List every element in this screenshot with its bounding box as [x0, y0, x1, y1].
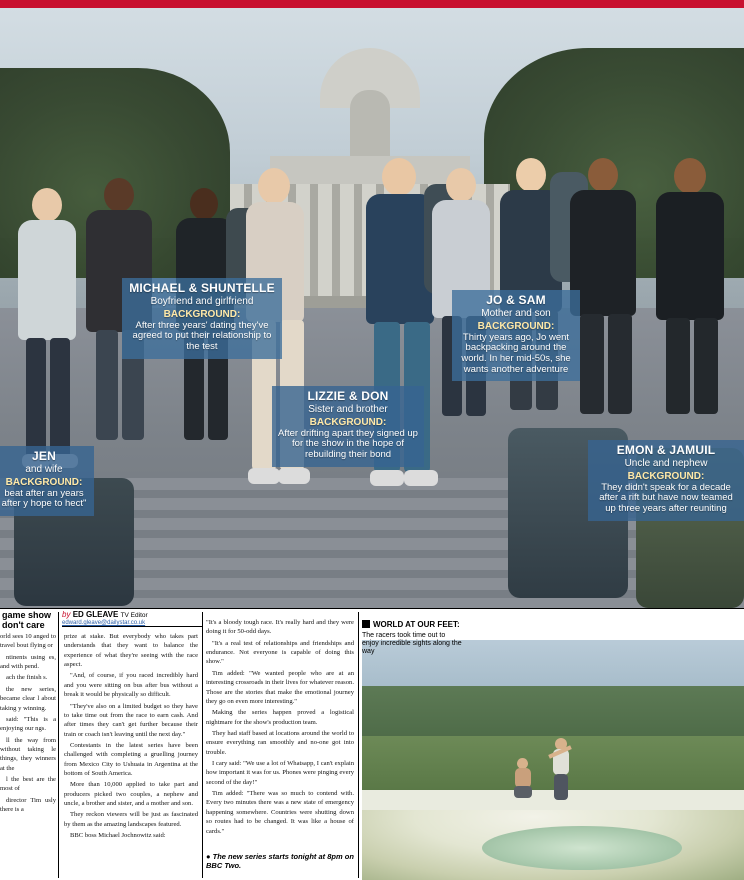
byline-rule	[62, 626, 202, 627]
byline-author: ED GLEAVE	[72, 610, 119, 619]
byline-role: TV Editor	[120, 612, 148, 619]
caption-relationship: Sister and brother	[308, 404, 388, 416]
caption-michael-shuntelle	[122, 278, 282, 359]
paragraph: ach the finish s.	[6, 674, 48, 682]
caption-jen	[0, 446, 94, 516]
byline	[62, 610, 202, 626]
paragraph: They reckon viewers will be just as fascinated by them as the amazing landscapes featured.	[64, 811, 198, 828]
article-column-3	[206, 618, 354, 848]
secondary-photo	[362, 640, 744, 880]
paragraph: Tim added: "We wanted people who are at an interesting crossroads in their lives for whatever reason. Those are the stories that make the emotional journey they go on even more interesting."	[206, 669, 354, 705]
monument-statue	[350, 90, 390, 160]
paragraph: orld sees 10 anged to travel bout flying or	[0, 633, 56, 650]
column-divider-1	[58, 612, 59, 878]
paragraph: I cary said: "We use a lot of Whatsapp, I can't explain how important it was for us. Phones were pinging every second of the day!"	[206, 760, 354, 786]
caption-relationship: and wife	[25, 464, 63, 476]
caption-background-label: BACKGROUND:	[309, 416, 387, 428]
secondary-photo-caption	[362, 620, 462, 657]
caption-background-label: BACKGROUND:	[627, 470, 705, 482]
caption-name: LIZZIE & DON	[307, 389, 389, 403]
caption-relationship: Uncle and nephew	[624, 458, 708, 470]
paragraph: "It's a bloody tough race. It's really hard and they were doing it for 50-odd days.	[206, 619, 354, 636]
paragraph: the new series, became clear l about taking y winning.	[0, 685, 56, 712]
paragraph: ntinents using es, and with pend.	[0, 653, 56, 671]
caption-name: JEN	[32, 449, 56, 463]
article-column-2	[64, 632, 198, 876]
caption-description: They didn't speak for a decade after a rift but have now teamed up three years after reuniting	[599, 481, 733, 515]
footnote-text: The new series starts tonight at 8pm on BBC Two.	[206, 852, 354, 870]
caption-description: After three years' dating they've agreed to put their relationship to the test	[132, 319, 272, 353]
paragraph: ll the way from without taking le things, they winners at the	[0, 736, 56, 772]
caption-name: EMON & JAMUIL	[616, 443, 716, 457]
caption-emon-jamuil	[588, 440, 744, 521]
column-divider-3	[358, 612, 359, 878]
caption-name: JO & SAM	[486, 293, 546, 307]
caption-name: MICHAEL & SHUNTELLE	[129, 281, 275, 295]
bullet-icon: ●	[206, 852, 211, 861]
column-divider-2	[202, 612, 203, 878]
contestant-jamuil	[648, 158, 738, 458]
article-column-1	[0, 632, 56, 876]
paragraph: More than 10,000 applied to take part and producers picked two couples, a nephew and uncle, a brother and sister, and a mother and son.	[64, 781, 198, 808]
paragraph: "They've also on a limited budget so they have to take time out from the race to earn cash. And after times they can't get further because their train or coach isn't leaving until the next day."	[64, 702, 198, 738]
byline-by: by	[62, 610, 71, 619]
caption-relationship: Mother and son	[481, 308, 551, 320]
paragraph: "It's a real test of relationships and friendships and endurance. Not everyone is capable of doing this show."	[206, 639, 354, 666]
caption-background-label: BACKGROUND:	[5, 476, 83, 488]
paragraph: l the best are the most of	[0, 776, 56, 793]
paragraph: They had staff based at locations around the world to ensure everything ran smoothly and no-one got into trouble.	[206, 729, 354, 756]
caption-jo-sam	[452, 290, 580, 381]
square-bullet-icon	[362, 620, 370, 628]
paragraph: "And, of course, if you raced incredibly hard and you were sitting on bus after bus without a break it would be physically so difficult.	[64, 672, 198, 699]
paragraph: director Tim usly there is a	[0, 796, 56, 814]
caption-title: WORLD AT OUR FEET:	[373, 620, 460, 629]
caption-relationship: Boyfriend and girlfriend	[150, 296, 254, 308]
paragraph: Making the series happen proved a logistical nightmare for the show's production team.	[206, 709, 354, 726]
caption-background-label: BACKGROUND:	[163, 308, 241, 320]
paragraph: said: "This is a enjoying our ngs.	[0, 715, 56, 733]
byline-email[interactable]: edward.gleave@dailystar.co.uk	[62, 620, 146, 626]
caption-lizzie-don	[272, 386, 424, 467]
paragraph: Tim added: "There was so much to contend with. Every two minutes there was a new state of emergency happening somewhere. Countries were shutting down so routes had to be changed. It was like a house of cards."	[206, 790, 354, 835]
article-footnote	[206, 852, 356, 870]
caption-description: beat after an years after y hope to hect"	[1, 487, 87, 510]
caption-description: Thirty years ago, Jo went backpacking around the world. In her mid-50s, she wants another adventure	[461, 331, 571, 375]
secondary-photo-pool	[482, 826, 682, 870]
paragraph: Contestants in the latest series have been challenged with completing a gruelling journey from Mexico City to Ushuaia in Argentina at the bottom of South America.	[64, 741, 198, 778]
caption-background-label: BACKGROUND:	[477, 320, 555, 332]
secondary-photo-person-standing	[548, 738, 574, 802]
paragraph: prize at stake. But everybody who takes part understands that they want to balance the experience of what they're seeing with the race aspect.	[64, 633, 198, 669]
main-photo	[0, 8, 744, 608]
caption-body: The racers took time out to enjoy incredible sights along the way	[362, 631, 462, 656]
paragraph: BBC boss Michael Jochnowitz said:	[70, 832, 166, 840]
caption-description: After drifting apart they signed up for the show in the hope of rebuilding their bond	[278, 427, 418, 461]
secondary-photo-person-seated	[514, 758, 532, 800]
article-kicker: game show don't care	[2, 610, 52, 630]
